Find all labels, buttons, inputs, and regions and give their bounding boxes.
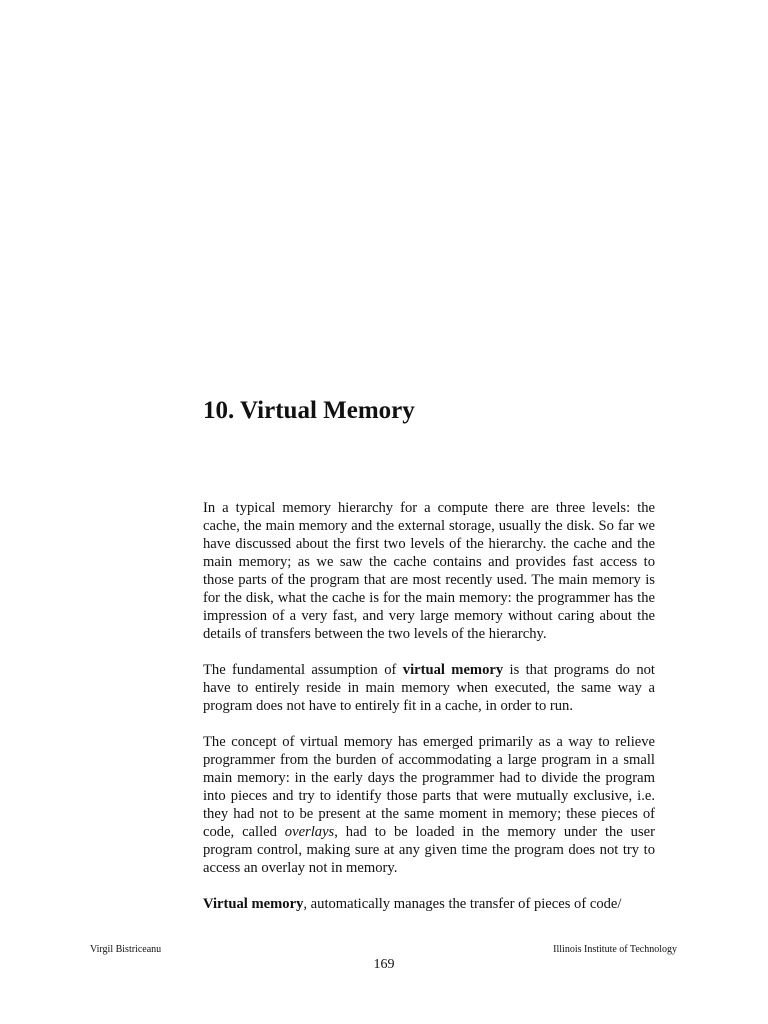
footer-author: Virgil Bistriceanu (90, 944, 162, 955)
paragraph-text-start: The fundamental assumption of (203, 662, 403, 678)
term-virtual-memory: virtual memory (402, 662, 504, 678)
paragraph-text: In a typical memory hierarchy for a compute there are three levels: the cache, the main memory and the external storage, usually the disk. So far we have discussed about the first two levels of the hierarchy. the cache and the main memory; as we saw the cache contains and provides fast access to those parts of the program that are most recently used. The main memory is for the disk, what the cache is for the main memory: the programmer has the impression of a very fast, and very large memory without caring about the details of transfers between the two levels of the hierarchy. (203, 500, 655, 642)
paragraph-memory-hierarchy (203, 499, 655, 643)
footer-institution: Illinois Institute of Technology (553, 944, 677, 955)
term-overlays: overlays (284, 824, 335, 840)
page-number: 169 (373, 957, 395, 972)
paragraph-text-end: , automatically manages the transfer of pieces of code/ (303, 896, 622, 912)
term-virtual-memory: Virtual memory (203, 896, 304, 912)
chapter-title: 10. Virtual Memory (203, 397, 415, 424)
paragraph-text-end: is that programs do not have to entirely reside in main memory when executed, the same way a program does not have to entirely fit in a cache, in order to run. (203, 662, 655, 714)
paragraph-virtual-memory-transfer (203, 895, 655, 913)
paragraph-text-end: , had to be loaded in the memory under the user program control, making sure at any given time the program does not try to access an overlay not in memory. (203, 824, 655, 876)
paragraph-overlays (203, 733, 655, 877)
body-text (203, 499, 655, 913)
paragraph-fundamental-assumption (203, 661, 655, 715)
paragraph-text-start: The concept of virtual memory has emerged primarily as a way to relieve programmer from the burden of accommodating a large program in a small main memory: in the early days the programmer had to divide the program into pieces and try to identify those parts that were mutually exclusive, i.e. they had not to be present at the same moment in memory; these pieces of code, called (203, 734, 655, 840)
